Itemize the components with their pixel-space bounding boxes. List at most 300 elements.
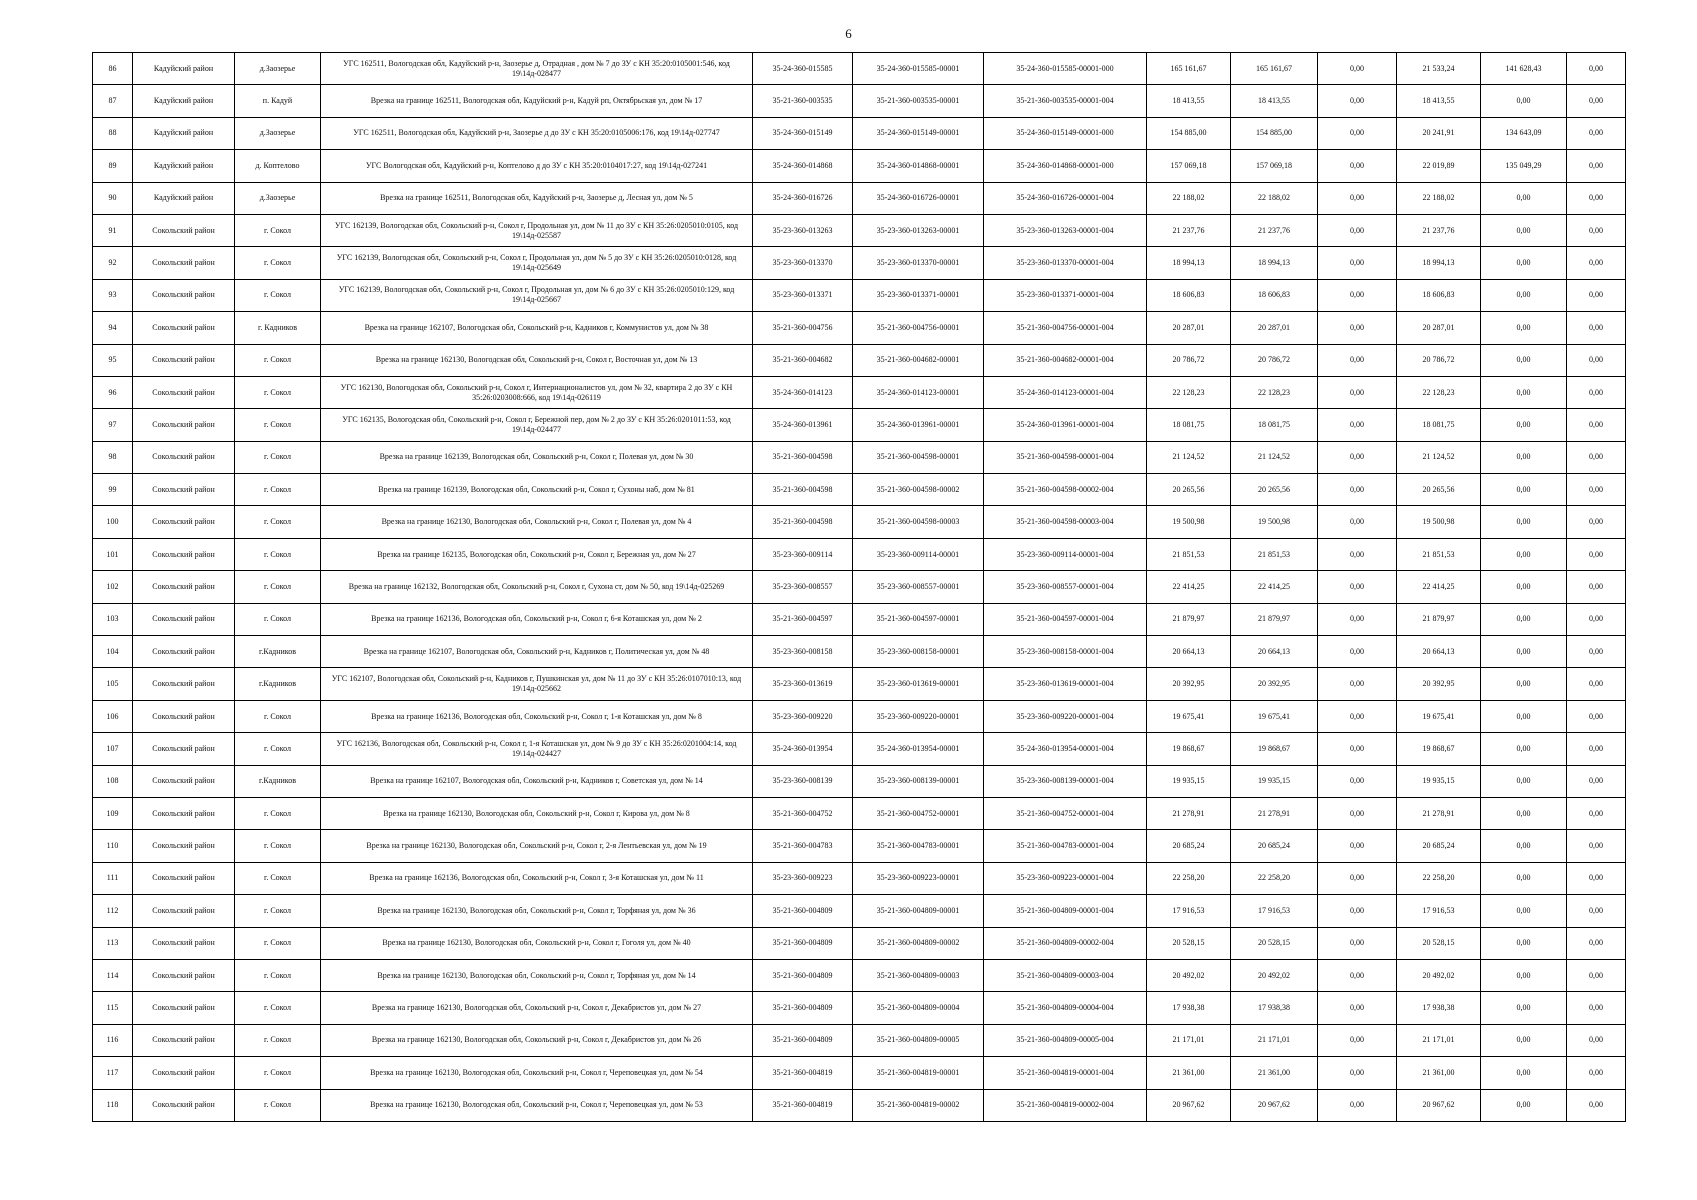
cell-total-cost: 20 492,02 [1147, 959, 1231, 991]
cell-cost-col-2: 20 392,95 [1231, 668, 1318, 700]
cell-cost-col-2: 20 967,62 [1231, 1089, 1318, 1121]
cell-cost-col-6: 0,00 [1567, 279, 1626, 311]
cell-cost-col-3: 0,00 [1318, 830, 1397, 862]
cell-cost-col-5: 0,00 [1481, 279, 1567, 311]
cell-district: Сокольский район [133, 376, 235, 408]
cell-object-code: 35-21-360-004819 [753, 1089, 853, 1121]
cell-row-number: 94 [93, 312, 133, 344]
cell-cost-col-3: 0,00 [1318, 992, 1397, 1024]
cell-total-cost: 19 935,15 [1147, 765, 1231, 797]
cell-cost-col-6: 0,00 [1567, 571, 1626, 603]
cell-element-code: 35-21-360-004809-00002-004 [984, 927, 1147, 959]
cell-object-code: 35-23-360-009223 [753, 862, 853, 894]
cell-cost-col-2: 21 879,97 [1231, 603, 1318, 635]
cell-cost-col-6: 0,00 [1567, 603, 1626, 635]
cell-section-code: 35-21-360-004809-00001 [853, 895, 984, 927]
cell-total-cost: 21 879,97 [1147, 603, 1231, 635]
cell-cost-col-4: 20 392,95 [1397, 668, 1481, 700]
cell-cost-col-4: 21 361,00 [1397, 1057, 1481, 1089]
cell-section-code: 35-23-360-013263-00001 [853, 214, 984, 246]
cell-address: УГС 162139, Вологодская обл, Сокольский р-н, Сокол г, Продольная ул, дом № 5 до ЗУ с КН 35:26:0205010:0128, код 19\14д-025649 [321, 247, 753, 279]
cell-element-code: 35-23-360-009223-00001-004 [984, 862, 1147, 894]
cell-cost-col-3: 0,00 [1318, 571, 1397, 603]
cell-cost-col-3: 0,00 [1318, 1057, 1397, 1089]
cell-total-cost: 20 967,62 [1147, 1089, 1231, 1121]
cell-cost-col-4: 20 685,24 [1397, 830, 1481, 862]
cell-row-number: 88 [93, 117, 133, 149]
cell-element-code: 35-21-360-004598-00002-004 [984, 474, 1147, 506]
cell-cost-col-6: 0,00 [1567, 733, 1626, 765]
cell-total-cost: 21 171,01 [1147, 1024, 1231, 1056]
cell-cost-col-6: 0,00 [1567, 344, 1626, 376]
cell-cost-col-6: 0,00 [1567, 797, 1626, 829]
cell-section-code: 35-21-360-004752-00001 [853, 797, 984, 829]
cell-cost-col-6: 0,00 [1567, 214, 1626, 246]
cell-object-code: 35-24-360-016726 [753, 182, 853, 214]
cell-cost-col-6: 0,00 [1567, 376, 1626, 408]
cell-cost-col-2: 19 500,98 [1231, 506, 1318, 538]
cell-object-code: 35-21-360-004597 [753, 603, 853, 635]
cell-row-number: 108 [93, 765, 133, 797]
cell-locality: д.Заозерье [235, 117, 321, 149]
cell-object-code: 35-24-360-014868 [753, 150, 853, 182]
cell-total-cost: 21 124,52 [1147, 441, 1231, 473]
cell-row-number: 86 [93, 53, 133, 85]
cell-address: Врезка на границе 162107, Вологодская обл, Сокольский р-н, Кадников г, Коммунистов ул, дом № 38 [321, 312, 753, 344]
cell-object-code: 35-23-360-008158 [753, 636, 853, 668]
table-row [93, 117, 1626, 149]
cell-row-number: 95 [93, 344, 133, 376]
cell-row-number: 113 [93, 927, 133, 959]
cell-total-cost: 19 675,41 [1147, 700, 1231, 732]
cell-address: Врезка на границе 162139, Вологодская обл, Сокольский р-н, Сокол г, Сухоны наб, дом № 81 [321, 474, 753, 506]
cell-cost-col-3: 0,00 [1318, 117, 1397, 149]
cell-section-code: 35-21-360-004809-00004 [853, 992, 984, 1024]
cell-element-code: 35-24-360-014868-00001-000 [984, 150, 1147, 182]
table-row [93, 797, 1626, 829]
cell-cost-col-6: 0,00 [1567, 538, 1626, 570]
cell-cost-col-5: 0,00 [1481, 474, 1567, 506]
cell-cost-col-5: 0,00 [1481, 1089, 1567, 1121]
cell-section-code: 35-23-360-008557-00001 [853, 571, 984, 603]
cell-total-cost: 18 994,13 [1147, 247, 1231, 279]
cell-locality: д.Заозерье [235, 182, 321, 214]
cell-row-number: 109 [93, 797, 133, 829]
cell-cost-col-3: 0,00 [1318, 53, 1397, 85]
cell-object-code: 35-21-360-004809 [753, 927, 853, 959]
table-row [93, 862, 1626, 894]
cell-object-code: 35-21-360-004819 [753, 1057, 853, 1089]
cell-section-code: 35-23-360-013371-00001 [853, 279, 984, 311]
cell-object-code: 35-21-360-004756 [753, 312, 853, 344]
cell-cost-col-5: 134 643,09 [1481, 117, 1567, 149]
cell-section-code: 35-21-360-004809-00003 [853, 959, 984, 991]
table-row [93, 182, 1626, 214]
cell-cost-col-4: 18 413,55 [1397, 85, 1481, 117]
cell-cost-col-3: 0,00 [1318, 409, 1397, 441]
cell-cost-col-5: 0,00 [1481, 182, 1567, 214]
cell-total-cost: 20 664,13 [1147, 636, 1231, 668]
cell-cost-col-3: 0,00 [1318, 797, 1397, 829]
cell-total-cost: 20 265,56 [1147, 474, 1231, 506]
cell-district: Кадуйский район [133, 53, 235, 85]
cell-cost-col-4: 21 278,91 [1397, 797, 1481, 829]
cell-locality: г. Сокол [235, 538, 321, 570]
cell-total-cost: 21 278,91 [1147, 797, 1231, 829]
cell-element-code: 35-21-360-004682-00001-004 [984, 344, 1147, 376]
table-row [93, 603, 1626, 635]
cell-district: Сокольский район [133, 636, 235, 668]
cell-object-code: 35-21-360-004598 [753, 441, 853, 473]
cell-address: Врезка на границе 162135, Вологодская обл, Сокольский р-н, Сокол г, Бережная ул, дом № 27 [321, 538, 753, 570]
cell-cost-col-4: 21 879,97 [1397, 603, 1481, 635]
cell-address: Врезка на границе 162136, Вологодская обл, Сокольский р-н, Сокол г, 1-я Коташская ул, дом № 8 [321, 700, 753, 732]
cell-section-code: 35-24-360-015585-00001 [853, 53, 984, 85]
cell-total-cost: 18 081,75 [1147, 409, 1231, 441]
cell-cost-col-5: 0,00 [1481, 700, 1567, 732]
cell-cost-col-5: 0,00 [1481, 247, 1567, 279]
cell-cost-col-4: 20 528,15 [1397, 927, 1481, 959]
cell-element-code: 35-23-360-008139-00001-004 [984, 765, 1147, 797]
cell-cost-col-5: 0,00 [1481, 765, 1567, 797]
cell-row-number: 96 [93, 376, 133, 408]
cell-locality: г. Сокол [235, 700, 321, 732]
cell-element-code: 35-23-360-009114-00001-004 [984, 538, 1147, 570]
cell-element-code: 35-21-360-004809-00004-004 [984, 992, 1147, 1024]
cell-cost-col-5: 0,00 [1481, 636, 1567, 668]
cell-cost-col-2: 17 916,53 [1231, 895, 1318, 927]
cell-cost-col-6: 0,00 [1567, 506, 1626, 538]
cell-district: Сокольский район [133, 668, 235, 700]
cell-cost-col-4: 19 500,98 [1397, 506, 1481, 538]
cell-object-code: 35-21-360-004752 [753, 797, 853, 829]
cell-address: УГС 162135, Вологодская обл, Сокольский р-н, Сокол г, Бережной пер, дом № 2 до ЗУ с КН 35:26:0201011:53, код 19\14д-024477 [321, 409, 753, 441]
cell-cost-col-4: 17 938,38 [1397, 992, 1481, 1024]
cell-address: Врезка на границе 162107, Вологодская обл, Сокольский р-н, Кадников г, Советская ул, дом № 14 [321, 765, 753, 797]
cell-cost-col-2: 18 994,13 [1231, 247, 1318, 279]
cell-element-code: 35-23-360-013370-00001-004 [984, 247, 1147, 279]
cell-cost-col-6: 0,00 [1567, 1057, 1626, 1089]
cell-address: УГС 162511, Вологодская обл, Кадуйский р-н, Заозерье д до ЗУ с КН 35:20:0105006:176, код 19\14д-027747 [321, 117, 753, 149]
cell-total-cost: 18 606,83 [1147, 279, 1231, 311]
cell-object-code: 35-21-360-004809 [753, 895, 853, 927]
cell-cost-col-2: 20 685,24 [1231, 830, 1318, 862]
cell-cost-col-3: 0,00 [1318, 1089, 1397, 1121]
cell-cost-col-6: 0,00 [1567, 247, 1626, 279]
cell-cost-col-4: 21 124,52 [1397, 441, 1481, 473]
cell-cost-col-4: 21 851,53 [1397, 538, 1481, 570]
cell-element-code: 35-21-360-004598-00003-004 [984, 506, 1147, 538]
cell-address: Врезка на границе 162130, Вологодская обл, Сокольский р-н, Сокол г, Кирова ул, дом № 8 [321, 797, 753, 829]
cell-address: УГС Вологодская обл, Кадуйский р-н, Коптелово д до ЗУ с КН 35:20:0104017:27, код 19\14д-027241 [321, 150, 753, 182]
cell-address: Врезка на границе 162130, Вологодская обл, Сокольский р-н, Сокол г, Восточная ул, дом № 13 [321, 344, 753, 376]
cell-district: Сокольский район [133, 506, 235, 538]
cell-district: Сокольский район [133, 571, 235, 603]
cell-cost-col-5: 0,00 [1481, 959, 1567, 991]
cell-district: Сокольский район [133, 538, 235, 570]
cell-address: УГС 162130, Вологодская обл, Сокольский р-н, Сокол г, Интернационалистов ул, дом № 32, квартира 2 до ЗУ с КН 35:26:0203008:666, код 19\14д-026119 [321, 376, 753, 408]
table-row [93, 1024, 1626, 1056]
cell-cost-col-4: 21 533,24 [1397, 53, 1481, 85]
cell-section-code: 35-23-360-009223-00001 [853, 862, 984, 894]
cell-cost-col-2: 21 851,53 [1231, 538, 1318, 570]
cell-section-code: 35-23-360-008158-00001 [853, 636, 984, 668]
cell-locality: г. Сокол [235, 797, 321, 829]
cell-section-code: 35-24-360-015149-00001 [853, 117, 984, 149]
cell-district: Сокольский район [133, 992, 235, 1024]
table-row [93, 474, 1626, 506]
cell-cost-col-4: 20 287,01 [1397, 312, 1481, 344]
cell-section-code: 35-23-360-013370-00001 [853, 247, 984, 279]
cell-object-code: 35-21-360-004598 [753, 506, 853, 538]
cell-total-cost: 22 258,20 [1147, 862, 1231, 894]
cell-element-code: 35-21-360-004819-00002-004 [984, 1089, 1147, 1121]
table-row [93, 571, 1626, 603]
cell-total-cost: 20 287,01 [1147, 312, 1231, 344]
cell-cost-col-6: 0,00 [1567, 862, 1626, 894]
cell-cost-col-3: 0,00 [1318, 862, 1397, 894]
cell-total-cost: 17 916,53 [1147, 895, 1231, 927]
cell-element-code: 35-21-360-003535-00001-004 [984, 85, 1147, 117]
cell-cost-col-2: 154 885,00 [1231, 117, 1318, 149]
cell-district: Кадуйский район [133, 117, 235, 149]
cell-element-code: 35-21-360-004783-00001-004 [984, 830, 1147, 862]
cell-cost-col-5: 0,00 [1481, 85, 1567, 117]
cell-object-code: 35-24-360-014123 [753, 376, 853, 408]
cell-cost-col-6: 0,00 [1567, 830, 1626, 862]
cell-object-code: 35-21-360-003535 [753, 85, 853, 117]
cell-cost-col-5: 0,00 [1481, 538, 1567, 570]
cell-row-number: 99 [93, 474, 133, 506]
cell-cost-col-5: 0,00 [1481, 603, 1567, 635]
table-row [93, 830, 1626, 862]
cell-cost-col-5: 0,00 [1481, 409, 1567, 441]
cell-cost-col-2: 20 287,01 [1231, 312, 1318, 344]
cell-cost-col-3: 0,00 [1318, 895, 1397, 927]
cell-total-cost: 19 868,67 [1147, 733, 1231, 765]
table-row [93, 53, 1626, 85]
cell-object-code: 35-23-360-009220 [753, 700, 853, 732]
cell-address: Врезка на границе 162132, Вологодская обл, Сокольский р-н, Сокол г, Сухона ст, дом № 50, код 19\14д-025269 [321, 571, 753, 603]
cell-cost-col-6: 0,00 [1567, 636, 1626, 668]
cell-district: Сокольский район [133, 603, 235, 635]
cell-row-number: 114 [93, 959, 133, 991]
cell-address: Врезка на границе 162139, Вологодская обл, Сокольский р-н, Сокол г, Полевая ул, дом № 30 [321, 441, 753, 473]
table-row [93, 506, 1626, 538]
cell-element-code: 35-23-360-013371-00001-004 [984, 279, 1147, 311]
cell-cost-col-5: 0,00 [1481, 668, 1567, 700]
cell-section-code: 35-24-360-014123-00001 [853, 376, 984, 408]
table-row [93, 85, 1626, 117]
cell-address: Врезка на границе 162136, Вологодская обл, Сокольский р-н, Сокол г, 6-я Коташская ул, дом № 2 [321, 603, 753, 635]
table-row [93, 992, 1626, 1024]
cell-district: Сокольский район [133, 700, 235, 732]
table-row [93, 279, 1626, 311]
cell-object-code: 35-23-360-008557 [753, 571, 853, 603]
cell-locality: г. Сокол [235, 830, 321, 862]
cell-cost-col-5: 0,00 [1481, 733, 1567, 765]
cell-object-code: 35-23-360-013370 [753, 247, 853, 279]
cell-element-code: 35-21-360-004756-00001-004 [984, 312, 1147, 344]
cell-cost-col-4: 21 171,01 [1397, 1024, 1481, 1056]
cell-locality: г. Сокол [235, 376, 321, 408]
cell-total-cost: 22 414,25 [1147, 571, 1231, 603]
cell-object-code: 35-21-360-004809 [753, 959, 853, 991]
cell-object-code: 35-24-360-015585 [753, 53, 853, 85]
cell-cost-col-2: 22 128,23 [1231, 376, 1318, 408]
cell-element-code: 35-23-360-008557-00001-004 [984, 571, 1147, 603]
cell-object-code: 35-23-360-013371 [753, 279, 853, 311]
cell-cost-col-6: 0,00 [1567, 1024, 1626, 1056]
cell-locality: г. Сокол [235, 992, 321, 1024]
cell-cost-col-4: 22 414,25 [1397, 571, 1481, 603]
cell-cost-col-5: 135 049,29 [1481, 150, 1567, 182]
cell-row-number: 118 [93, 1089, 133, 1121]
cell-district: Сокольский район [133, 959, 235, 991]
cell-row-number: 105 [93, 668, 133, 700]
cell-cost-col-2: 18 413,55 [1231, 85, 1318, 117]
cell-locality: г. Сокол [235, 279, 321, 311]
cell-locality: г. Сокол [235, 506, 321, 538]
cell-cost-col-6: 0,00 [1567, 700, 1626, 732]
cell-section-code: 35-24-360-013954-00001 [853, 733, 984, 765]
cell-section-code: 35-21-360-004756-00001 [853, 312, 984, 344]
cell-cost-col-4: 22 188,02 [1397, 182, 1481, 214]
cell-cost-col-2: 21 171,01 [1231, 1024, 1318, 1056]
cell-section-code: 35-21-360-004809-00005 [853, 1024, 984, 1056]
cell-district: Сокольский район [133, 279, 235, 311]
cell-locality: г. Сокол [235, 571, 321, 603]
cell-locality: г. Сокол [235, 862, 321, 894]
cell-cost-col-6: 0,00 [1567, 150, 1626, 182]
cell-total-cost: 20 528,15 [1147, 927, 1231, 959]
table-row [93, 150, 1626, 182]
cell-total-cost: 154 885,00 [1147, 117, 1231, 149]
cell-section-code: 35-24-360-014868-00001 [853, 150, 984, 182]
cell-cost-col-3: 0,00 [1318, 441, 1397, 473]
cell-locality: г.Кадников [235, 668, 321, 700]
cell-cost-col-4: 20 786,72 [1397, 344, 1481, 376]
cell-cost-col-6: 0,00 [1567, 927, 1626, 959]
cell-object-code: 35-21-360-004809 [753, 992, 853, 1024]
cell-element-code: 35-23-360-013263-00001-004 [984, 214, 1147, 246]
cell-section-code: 35-21-360-004819-00001 [853, 1057, 984, 1089]
cell-element-code: 35-24-360-013961-00001-004 [984, 409, 1147, 441]
cell-address: Врезка на границе 162130, Вологодская обл, Сокольский р-н, Сокол г, Торфяная ул, дом № 14 [321, 959, 753, 991]
cell-row-number: 93 [93, 279, 133, 311]
cell-cost-col-3: 0,00 [1318, 150, 1397, 182]
cell-row-number: 97 [93, 409, 133, 441]
cell-cost-col-3: 0,00 [1318, 700, 1397, 732]
cell-cost-col-6: 0,00 [1567, 53, 1626, 85]
cell-object-code: 35-23-360-013263 [753, 214, 853, 246]
cell-cost-col-3: 0,00 [1318, 376, 1397, 408]
cell-section-code: 35-21-360-004598-00001 [853, 441, 984, 473]
cell-cost-col-4: 20 265,56 [1397, 474, 1481, 506]
cell-cost-col-2: 21 124,52 [1231, 441, 1318, 473]
cell-address: УГС 162511, Вологодская обл, Кадуйский р-н, Заозерье д, Отрадная , дом № 7 до ЗУ с КН 35:20:0105001:546, код 19\14д-028477 [321, 53, 753, 85]
cell-cost-col-5: 0,00 [1481, 830, 1567, 862]
cell-locality: г. Сокол [235, 603, 321, 635]
cell-locality: г.Кадников [235, 765, 321, 797]
cell-total-cost: 20 392,95 [1147, 668, 1231, 700]
cell-cost-col-4: 21 237,76 [1397, 214, 1481, 246]
cell-element-code: 35-24-360-016726-00001-004 [984, 182, 1147, 214]
cell-locality: г. Сокол [235, 474, 321, 506]
cell-row-number: 117 [93, 1057, 133, 1089]
cell-locality: г.Кадников [235, 636, 321, 668]
cell-cost-col-3: 0,00 [1318, 668, 1397, 700]
cell-cost-col-2: 21 237,76 [1231, 214, 1318, 246]
cell-section-code: 35-23-360-009114-00001 [853, 538, 984, 570]
cell-district: Сокольский район [133, 312, 235, 344]
cell-total-cost: 18 413,55 [1147, 85, 1231, 117]
cell-cost-col-4: 22 019,89 [1397, 150, 1481, 182]
cell-cost-col-6: 0,00 [1567, 85, 1626, 117]
cell-cost-col-2: 19 675,41 [1231, 700, 1318, 732]
cell-cost-col-3: 0,00 [1318, 765, 1397, 797]
cell-cost-col-4: 20 664,13 [1397, 636, 1481, 668]
cell-row-number: 98 [93, 441, 133, 473]
cell-row-number: 107 [93, 733, 133, 765]
cell-row-number: 110 [93, 830, 133, 862]
cell-cost-col-4: 22 258,20 [1397, 862, 1481, 894]
cell-cost-col-2: 20 664,13 [1231, 636, 1318, 668]
cell-locality: г. Сокол [235, 344, 321, 376]
table-row [93, 733, 1626, 765]
cell-cost-col-3: 0,00 [1318, 959, 1397, 991]
cell-cost-col-3: 0,00 [1318, 182, 1397, 214]
cell-total-cost: 21 361,00 [1147, 1057, 1231, 1089]
cell-locality: п. Кадуй [235, 85, 321, 117]
table-row [93, 376, 1626, 408]
table-row [93, 247, 1626, 279]
cell-district: Сокольский район [133, 247, 235, 279]
cell-cost-col-2: 20 786,72 [1231, 344, 1318, 376]
cell-cost-col-5: 0,00 [1481, 441, 1567, 473]
cell-cost-col-5: 0,00 [1481, 895, 1567, 927]
cell-row-number: 91 [93, 214, 133, 246]
cell-cost-col-2: 19 935,15 [1231, 765, 1318, 797]
table-row [93, 344, 1626, 376]
cell-cost-col-2: 18 081,75 [1231, 409, 1318, 441]
cell-section-code: 35-24-360-016726-00001 [853, 182, 984, 214]
cell-district: Сокольский район [133, 344, 235, 376]
cell-cost-col-4: 18 606,83 [1397, 279, 1481, 311]
cell-cost-col-6: 0,00 [1567, 765, 1626, 797]
cell-total-cost: 19 500,98 [1147, 506, 1231, 538]
cell-row-number: 100 [93, 506, 133, 538]
cell-cost-col-3: 0,00 [1318, 733, 1397, 765]
cell-cost-col-2: 20 528,15 [1231, 927, 1318, 959]
cell-element-code: 35-23-360-013619-00001-004 [984, 668, 1147, 700]
table-row [93, 214, 1626, 246]
cell-cost-col-5: 0,00 [1481, 344, 1567, 376]
table-row [93, 765, 1626, 797]
cell-cost-col-6: 0,00 [1567, 474, 1626, 506]
cell-cost-col-2: 21 278,91 [1231, 797, 1318, 829]
cell-cost-col-4: 19 675,41 [1397, 700, 1481, 732]
cell-cost-col-2: 17 938,38 [1231, 992, 1318, 1024]
cell-object-code: 35-23-360-009114 [753, 538, 853, 570]
cell-cost-col-6: 0,00 [1567, 668, 1626, 700]
cell-locality: г. Кадников [235, 312, 321, 344]
table-row [93, 636, 1626, 668]
cell-cost-col-3: 0,00 [1318, 214, 1397, 246]
cell-cost-col-3: 0,00 [1318, 344, 1397, 376]
cell-section-code: 35-23-360-009220-00001 [853, 700, 984, 732]
cell-cost-col-2: 20 265,56 [1231, 474, 1318, 506]
